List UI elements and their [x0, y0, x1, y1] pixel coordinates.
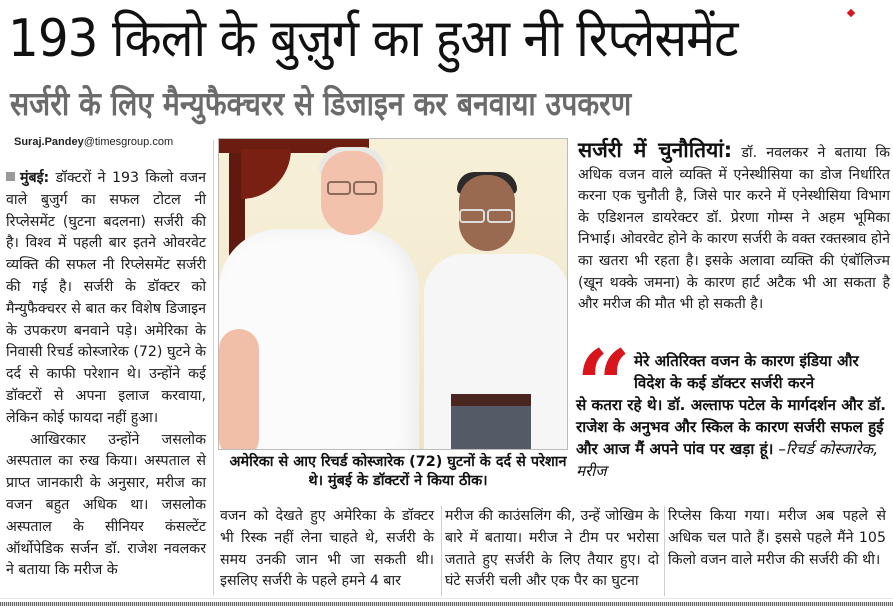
paragraph-1-text: डॉक्टरों ने 193 किलो वजन वाले बुजुर्ग का सफल टोटल नी रिप्लेसमेंट (घुटना बदलना) सर्जरी की है। विश्व में पहली बार इतने ओवरवेट व्यक्ति की सफल नी रिप्लेसमेंट सर्जरी की गई है। सर्जरी के डॉक्टर को मैन्युफैक्चरर से बात कर विशेष डिजाइन के उपकरण बनवाने पड़े। अमेरिका के निवासी रिचर्ड कोस्जारेक (72) घुटने के दर्द से काफी परेशान थे। उन्होंने कई डॉक्टरों से अपना इलाज करवाया, लेकिन कोई फायदा नहीं हुआ। [6, 170, 206, 426]
paragraph-2: आखिरकार उन्होंने जसलोक अस्पताल का रुख किया। अस्पताल से प्राप्त जानकारी के अनुसार, मरीज का वजन बहुत अधिक था। जसलोक अस्पताल के सीनियर कंसल्टेंट ऑर्थोपेडिक सर्जन डॉ. राजेश नवलकर ने बताया कि मरीज के [6, 431, 206, 579]
column-divider [441, 506, 442, 596]
pull-quote [576, 350, 888, 482]
quote-first-lines: मेरे अतिरिक्त वजन के कारण इंडिया और विदेश के कई डॉक्टर सर्जरी करने [634, 352, 859, 392]
quote-attribution: –रिचर्ड कोस्जारेक, मरीज [576, 440, 879, 480]
column-divider [664, 506, 665, 596]
byline-user: Suraj.Pandey [14, 136, 84, 148]
bullet-square-icon [6, 172, 15, 181]
sidebar-heading: सर्जरी में चुनौतियां: [578, 138, 733, 162]
headline-red-dot [847, 9, 855, 17]
photo-caption: अमेरिका से आए रिचर्ड कोस्जारेक (72) घुटनों के दर्द से परेशान थे। मुंबई के डॉक्टरों ने किया ठीक। [229, 454, 567, 489]
quote-mark-icon: “ [576, 329, 632, 442]
article-photo [218, 138, 568, 450]
article-column-1 [6, 168, 206, 582]
paragraph-1 [6, 168, 206, 430]
dateline: मुंबई: [20, 170, 50, 186]
headline: 193 किलो के बुज़ुर्ग का हुआ नी रिप्लेसमेंट [8, 9, 738, 69]
article-column-2: वजन को देखते हुए अमेरिका के डॉक्टर भी रिस्क नहीं लेना चाहते थे, सर्जरी के समय उनकी जान भी जा सकती थी। इसलिए सर्जरी के पहले हमने 4 बार [220, 508, 434, 590]
subheadline: सर्जरी के लिए मैन्युफैक्चरर से डिजाइन कर बनवाया उपकरण [10, 84, 632, 123]
quote-rest: से कतरा रहे थे। डॉ. अल्ताफ पटेल के मार्गदर्शन और डॉ. राजेश के अनुभव और स्किल के कारण सर्जरी सफल हुई और आज मैं अपने पांव पर खड़ा हूं। [576, 396, 887, 458]
sidebar-text: डॉ. नवलकर ने बताया कि अधिक वजन वाले व्यक्ति में एनेस्थीसिया का डोज निर्धारित करना एक चुनौती है, जिसे पार करने में एनेस्थीसिया विभाग के एडिशनल डायरेक्टर डॉ. प्रेरणा गोम्स ने अहम भूमिका निभाई। ओवरवेट होने के कारण सर्जरी के वक्त रक्तस्त्राव होने का खतरा भी रहता है। इसके अलावा व्यक्ति की एंबॉलिज्म (खून थक्के जमना) के कारण हार्ट अटैक भी आ सकता है और मरीज की मौत भी हो सकती है। [578, 145, 891, 313]
article-column-3: मरीज की काउंसलिंग की, उन्हें जोखिम के बारे में बताया। मरीज ने टीम पर भरोसा जताते हुए सर्जरी के लिए तैयार हुए। दो घंटे सर्जरी चली और एक पैर का घुटना [445, 508, 659, 590]
article-column-4: रिप्लेस किया गया। मरीज अब पहले से अधिक चल पाते हैं। इससे पहले मैंने 105 किलो वजन वाले मरीज की सर्जरी की थी। [668, 508, 886, 568]
bottom-rule [0, 602, 893, 606]
byline-domain: @timesgroup.com [83, 136, 174, 148]
byline [14, 136, 173, 148]
bottom-rule-light [0, 598, 893, 599]
column-divider [213, 140, 214, 595]
